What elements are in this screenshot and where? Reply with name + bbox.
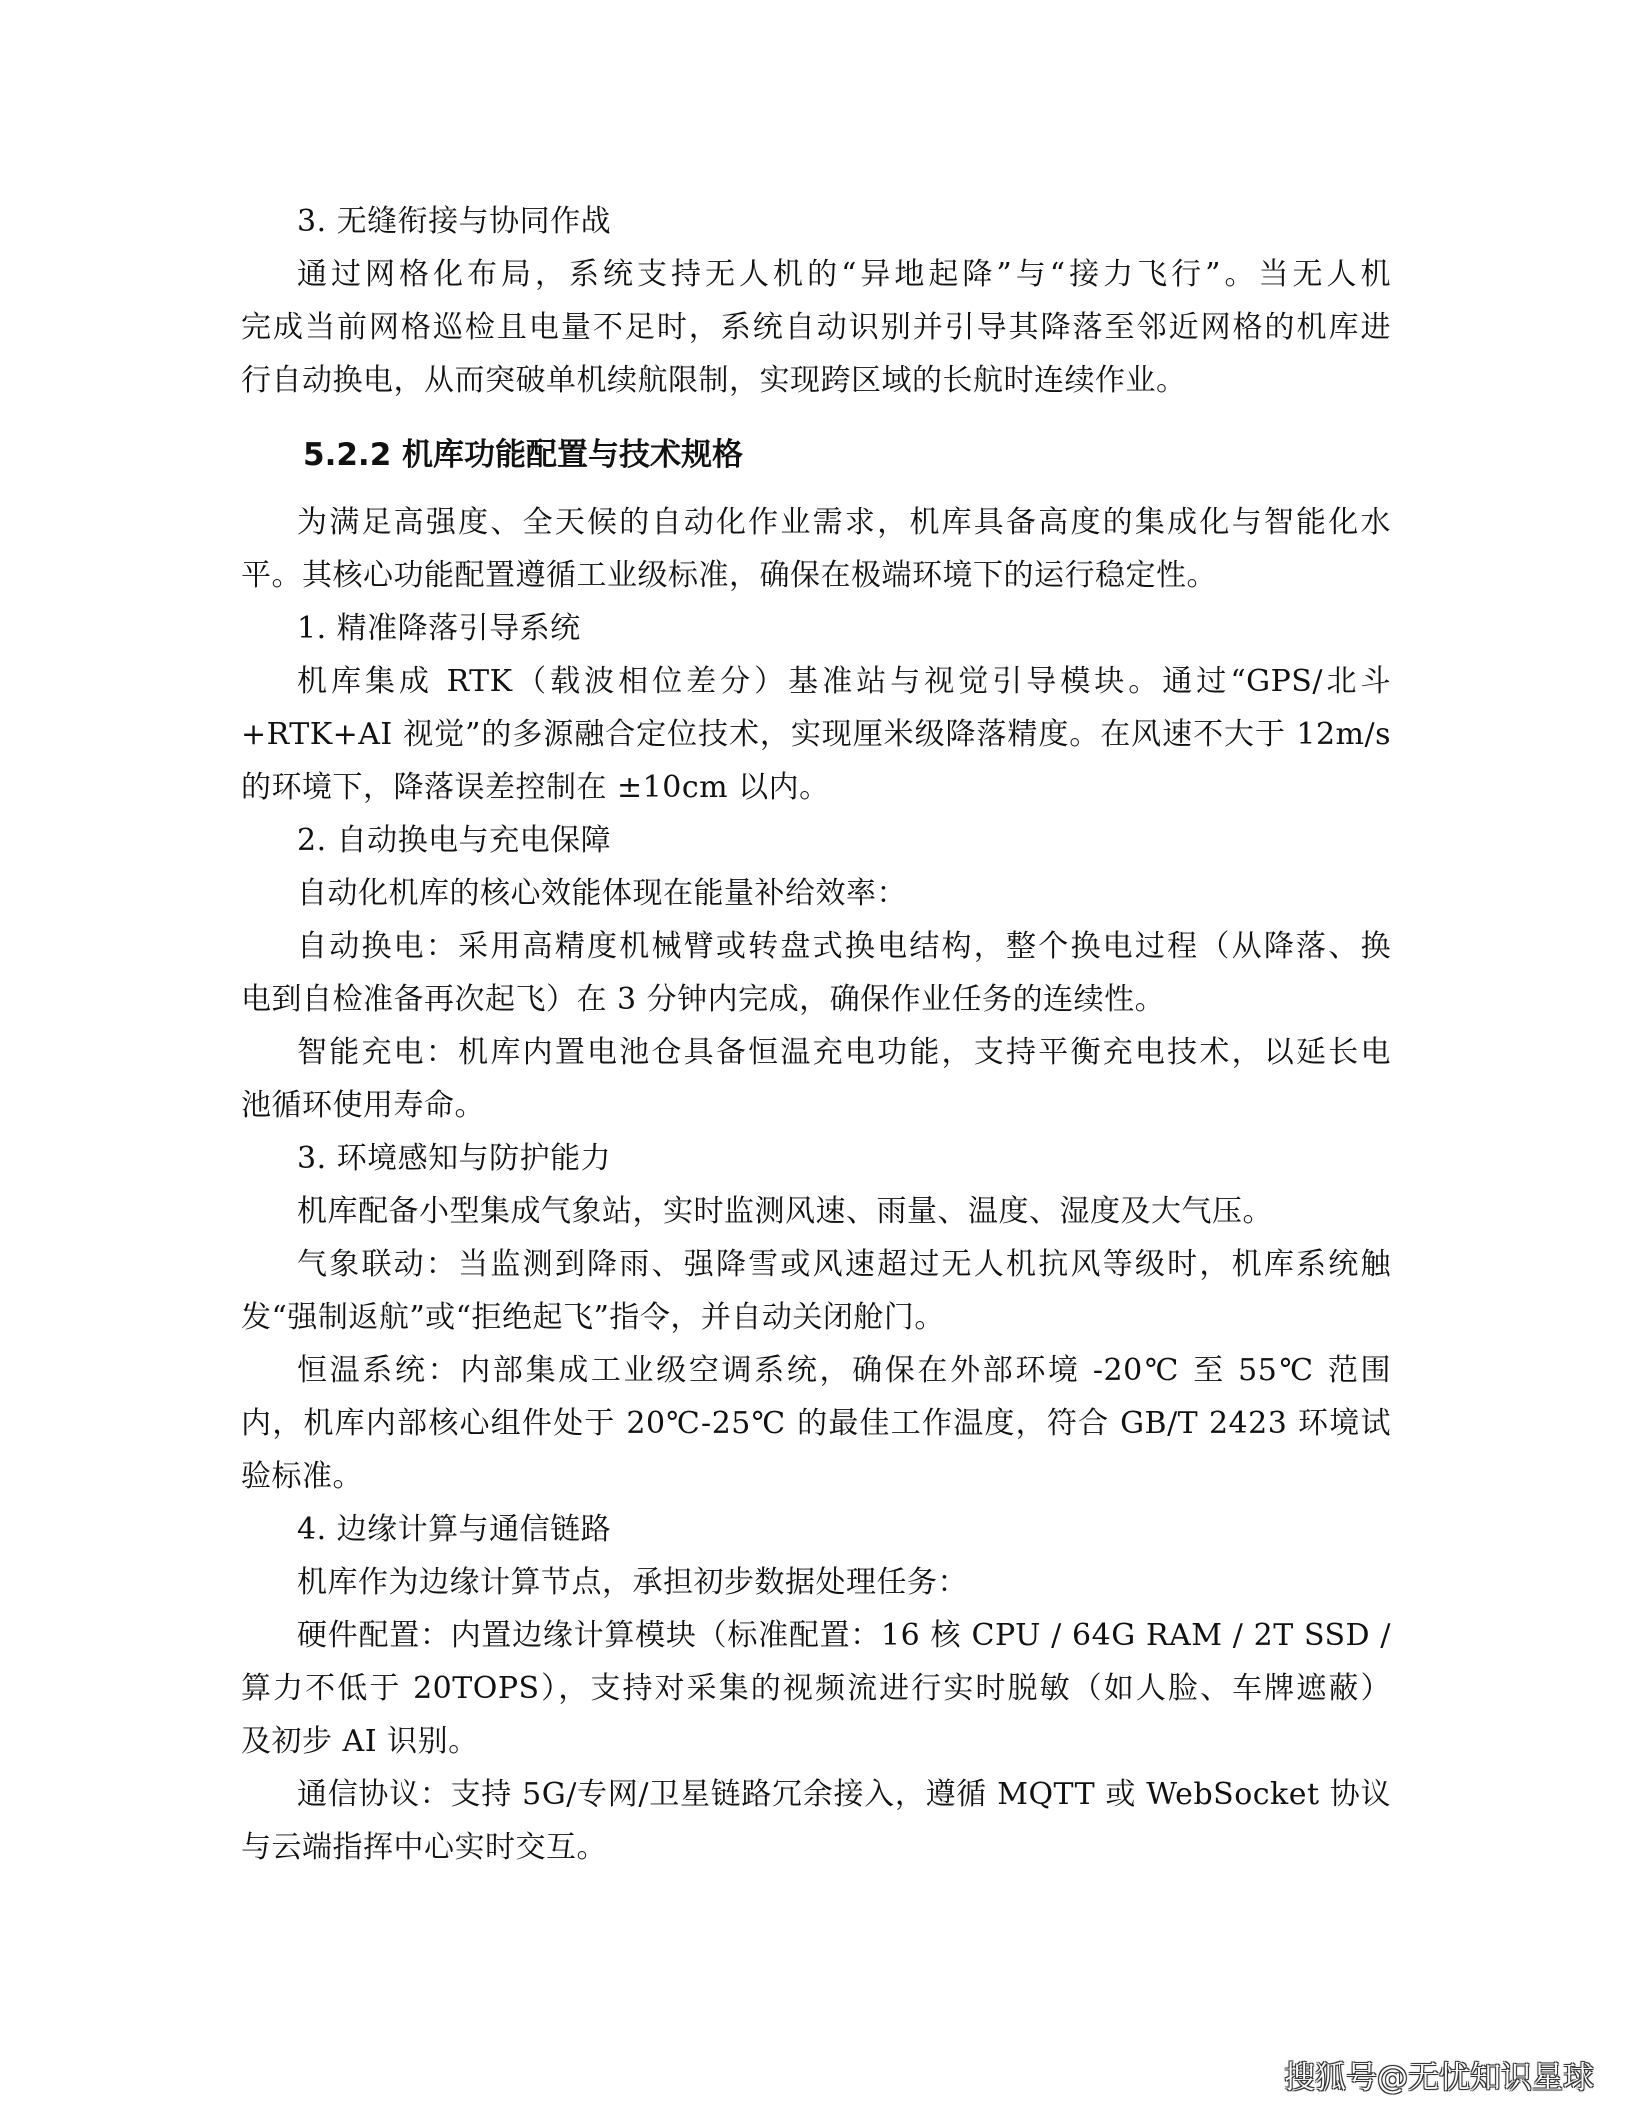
paragraph-line: 池循环使用寿命。	[241, 1088, 485, 1123]
paragraph-line: 硬件配置：内置边缘计算模块（标准配置：16 核 CPU / 64G RAM / 2T SSD /	[297, 1618, 1391, 1653]
paragraph-line: 发“强制返航”或“拒绝起飞”指令，并自动关闭舱门。	[241, 1300, 945, 1335]
paragraph-line: 自动换电：采用高精度机械臂或转盘式换电结构，整个换电过程（从降落、换	[297, 929, 1391, 964]
list-item-heading: 3. 无缝衔接与协同作战	[297, 204, 612, 239]
paragraph-line: +RTK+AI 视觉”的多源融合定位技术，实现厘米级降落精度。在风速不大于 12m/s	[241, 717, 1391, 752]
paragraph-line: 验标准。	[241, 1459, 363, 1494]
paragraph-line: 为满足高强度、全天候的自动化作业需求，机库具备高度的集成化与智能化水	[297, 505, 1391, 540]
paragraph-line: 电到自检准备再次起飞）在 3 分钟内完成，确保作业任务的连续性。	[241, 982, 1166, 1017]
paragraph-line: 通过网格化布局，系统支持无人机的“异地起降”与“接力飞行”。当无人机	[297, 257, 1391, 292]
paragraph-line: 机库集成 RTK（载波相位差分）基准站与视觉引导模块。通过“GPS/北斗	[297, 664, 1391, 699]
paragraph-line: 完成当前网格巡检且电量不足时，系统自动识别并引导其降落至邻近网格的机库进	[241, 310, 1391, 345]
list-item-heading: 1. 精准降落引导系统	[297, 611, 581, 646]
paragraph-line: 智能充电：机库内置电池仓具备恒温充电功能，支持平衡充电技术，以延长电	[297, 1035, 1391, 1070]
paragraph-line: 算力不低于 20TOPS），支持对采集的视频流进行实时脱敏（如人脸、车牌遮蔽）	[241, 1671, 1391, 1706]
list-item-heading: 2. 自动换电与充电保障	[297, 823, 612, 858]
list-item-heading: 3. 环境感知与防护能力	[297, 1141, 612, 1176]
paragraph-line: 与云端指挥中心实时交互。	[241, 1830, 607, 1865]
watermark: 搜狐号@无忧知识星球	[1284, 2060, 1594, 2096]
paragraph-line: 内，机库内部核心组件处于 20℃-25℃ 的最佳工作温度，符合 GB/T 2423 环境试	[241, 1406, 1391, 1441]
section-heading: 5.2.2 机库功能配置与技术规格	[303, 437, 744, 473]
paragraph-line: 通信协议：支持 5G/专网/卫星链路冗余接入，遵循 MQTT 或 WebSocket 协议	[297, 1777, 1391, 1812]
paragraph-line: 自动化机库的核心效能体现在能量补给效率：	[297, 876, 907, 911]
paragraph-line: 行自动换电，从而突破单机续航限制，实现跨区域的长航时连续作业。	[241, 363, 1187, 398]
paragraph-line: 的环境下，降落误差控制在 ±10cm 以内。	[241, 770, 830, 805]
list-item-heading: 4. 边缘计算与通信链路	[297, 1512, 612, 1547]
paragraph-line: 机库作为边缘计算节点，承担初步数据处理任务：	[297, 1565, 968, 1600]
paragraph-line: 及初步 AI 识别。	[241, 1724, 479, 1759]
paragraph-line: 恒温系统：内部集成工业级空调系统，确保在外部环境 -20℃ 至 55℃ 范围	[297, 1353, 1391, 1388]
paragraph-line: 气象联动：当监测到降雨、强降雪或风速超过无人机抗风等级时，机库系统触	[297, 1247, 1391, 1282]
paragraph-line: 平。其核心功能配置遵循工业级标准，确保在极端环境下的运行稳定性。	[241, 558, 1217, 593]
paragraph-line: 机库配备小型集成气象站，实时监测风速、雨量、温度、湿度及大气压。	[297, 1194, 1273, 1229]
